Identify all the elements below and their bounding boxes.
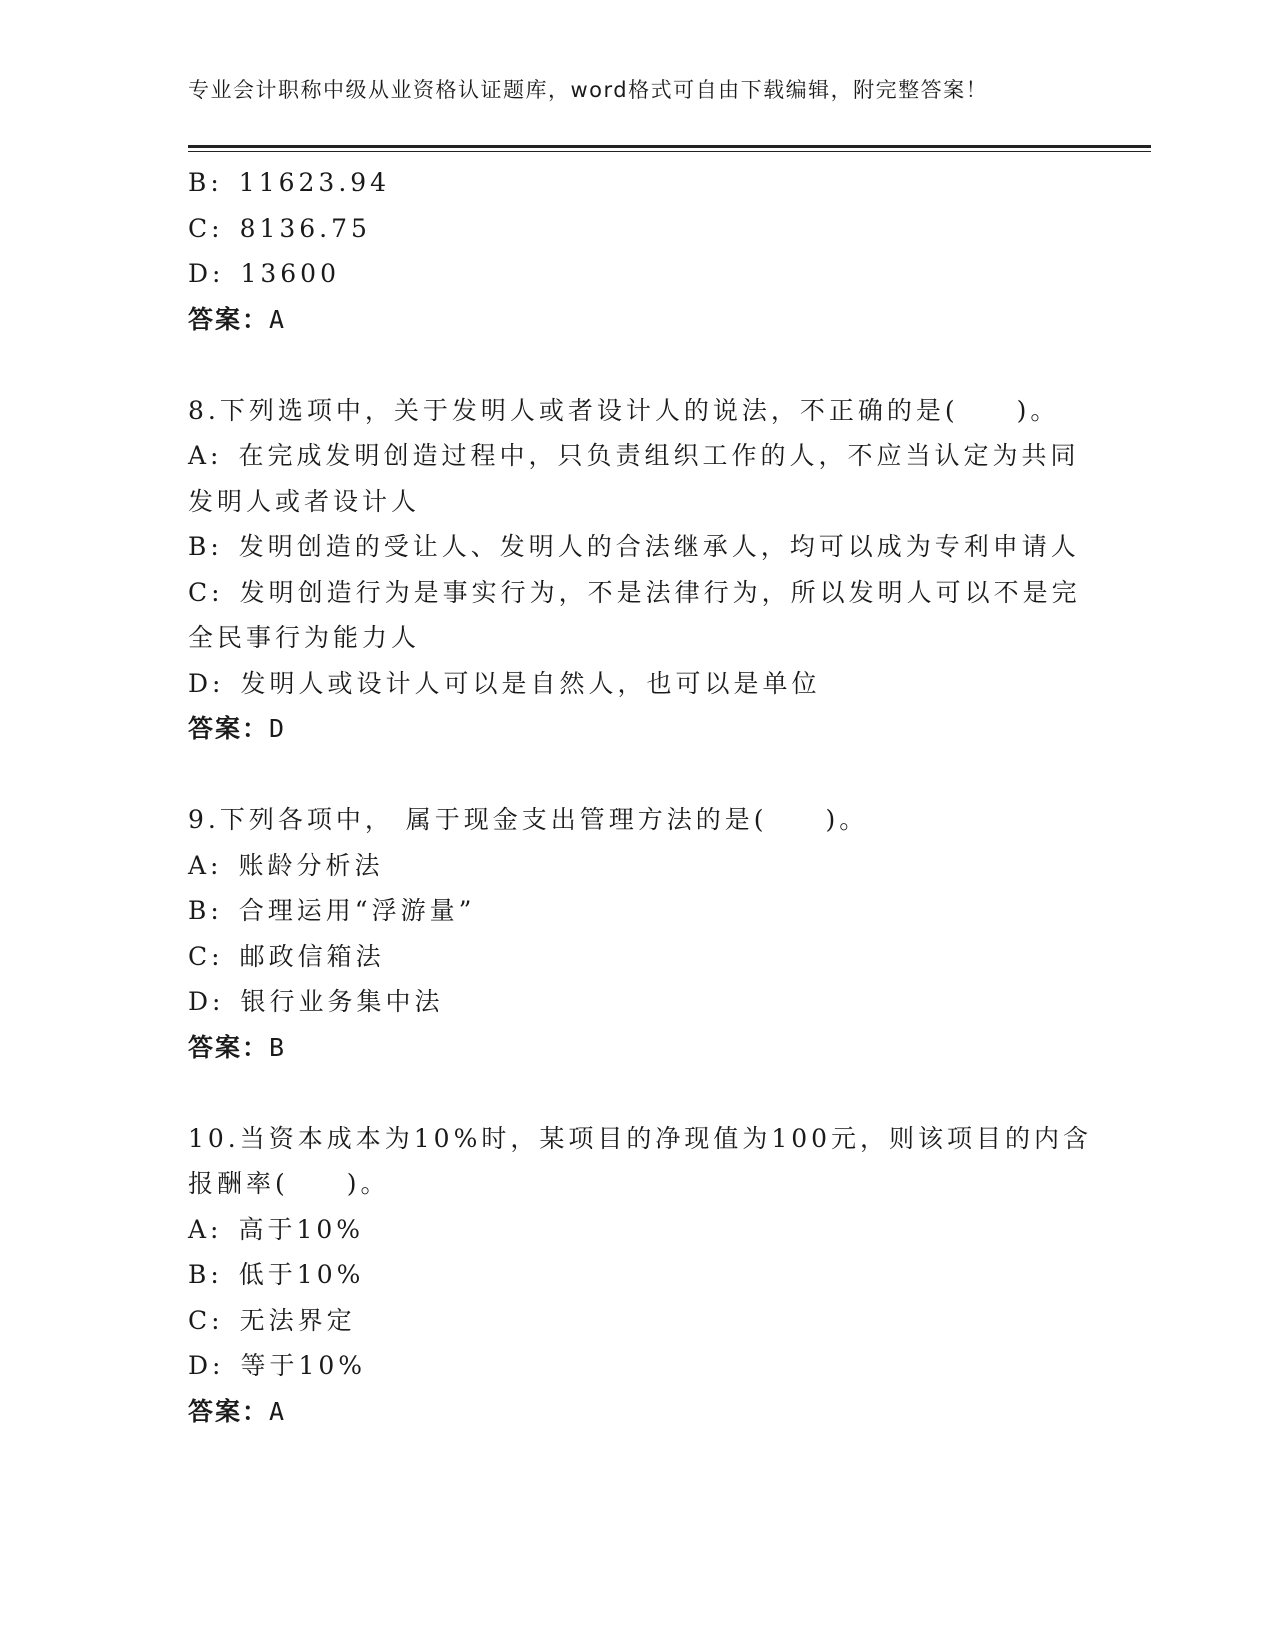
answer-value: A bbox=[269, 304, 287, 334]
spacer bbox=[188, 1070, 1088, 1116]
option-text: 发明创造行为是事实行为，不是法律行为，所以发明人可以不是完 bbox=[239, 577, 1081, 607]
option-text: 8136.75 bbox=[239, 213, 371, 243]
answer-label: 答案： bbox=[188, 304, 270, 334]
option-text: 银行业务集中法 bbox=[240, 987, 444, 1016]
option-b bbox=[188, 1252, 1088, 1298]
option-text: 低于10% bbox=[238, 1260, 365, 1289]
option-c bbox=[188, 934, 1088, 980]
option-label: B: bbox=[188, 1260, 223, 1289]
option-text: 11623.94 bbox=[238, 168, 391, 197]
question-stem: 8.下列选项中，关于发明人或者设计人的说法，不正确的是( )。 bbox=[188, 395, 1060, 425]
question-stem-continued: 报酬率( )。 bbox=[188, 1169, 390, 1198]
option-text: 账龄分析法 bbox=[238, 850, 384, 880]
option-a bbox=[188, 1207, 1088, 1253]
option-label: D: bbox=[188, 668, 225, 698]
answer-value: A bbox=[269, 1396, 287, 1426]
question-stem: 9.下列各项中， 属于现金支出管理方法的是( )。 bbox=[188, 805, 869, 834]
answer-value: B bbox=[269, 1032, 287, 1062]
option-b bbox=[188, 160, 1088, 206]
option-text: 邮政信箱法 bbox=[239, 941, 385, 971]
option-label: D: bbox=[188, 987, 225, 1016]
option-d bbox=[188, 1343, 1088, 1389]
option-label: B: bbox=[188, 168, 223, 197]
option-text: 合理运用“浮游量” bbox=[238, 896, 476, 925]
option-label: D: bbox=[188, 1351, 225, 1380]
option-c bbox=[188, 570, 1088, 616]
option-c bbox=[188, 206, 1088, 252]
answer-line bbox=[188, 1389, 1088, 1435]
option-d bbox=[188, 251, 1088, 297]
option-label: C: bbox=[188, 941, 224, 971]
option-text: 高于10% bbox=[238, 1214, 365, 1244]
option-b bbox=[188, 888, 1088, 934]
answer-label: 答案： bbox=[188, 1032, 270, 1062]
spacer bbox=[188, 752, 1088, 798]
header-divider bbox=[188, 145, 1151, 148]
option-label: B: bbox=[188, 896, 223, 925]
option-label: D: bbox=[188, 259, 225, 288]
option-label: B: bbox=[188, 532, 223, 561]
option-text: 等于10% bbox=[240, 1351, 367, 1380]
answer-line bbox=[188, 297, 1088, 343]
question-content bbox=[188, 160, 1093, 1434]
answer-label: 答案： bbox=[188, 1396, 270, 1426]
option-text: 无法界定 bbox=[239, 1305, 356, 1335]
option-text: 13600 bbox=[240, 259, 340, 288]
option-label: A: bbox=[188, 1214, 223, 1244]
option-label: A: bbox=[188, 850, 223, 880]
option-label: C: bbox=[188, 1305, 224, 1335]
option-c bbox=[188, 1298, 1088, 1344]
option-text: 发明创造的受让人、发明人的合法继承人，均可以成为专利申请人 bbox=[238, 532, 1080, 561]
option-label: C: bbox=[188, 213, 224, 243]
option-b bbox=[188, 524, 1088, 570]
option-text: 发明人或设计人可以是自然人，也可以是单位 bbox=[240, 668, 821, 698]
question-8 bbox=[188, 388, 1088, 752]
option-label: C: bbox=[188, 577, 224, 607]
spacer bbox=[188, 342, 1088, 388]
answer-label: 答案： bbox=[188, 714, 270, 743]
option-d bbox=[188, 661, 1088, 707]
option-label: A: bbox=[188, 441, 223, 470]
answer-value: D bbox=[269, 714, 287, 743]
option-d bbox=[188, 979, 1088, 1025]
question-stem: 10.当资本成本为10%时，某项目的净现值为100元，则该项目的内含 bbox=[188, 1123, 1093, 1153]
option-a bbox=[188, 433, 1088, 479]
question-7-tail bbox=[188, 160, 1088, 342]
question-10 bbox=[188, 1116, 1093, 1435]
option-c-continued: 全民事行为能力人 bbox=[188, 623, 421, 652]
question-9 bbox=[188, 797, 1088, 1070]
option-text: 在完成发明创造过程中，只负责组织工作的人，不应当认定为共同 bbox=[238, 441, 1080, 470]
answer-line bbox=[188, 706, 1088, 752]
option-a bbox=[188, 843, 1088, 889]
answer-line bbox=[188, 1025, 1088, 1071]
option-a-continued: 发明人或者设计人 bbox=[188, 486, 421, 516]
page-header: 专业会计职称中级从业资格认证题库，word格式可自由下载编辑，附完整答案！ bbox=[188, 78, 989, 102]
